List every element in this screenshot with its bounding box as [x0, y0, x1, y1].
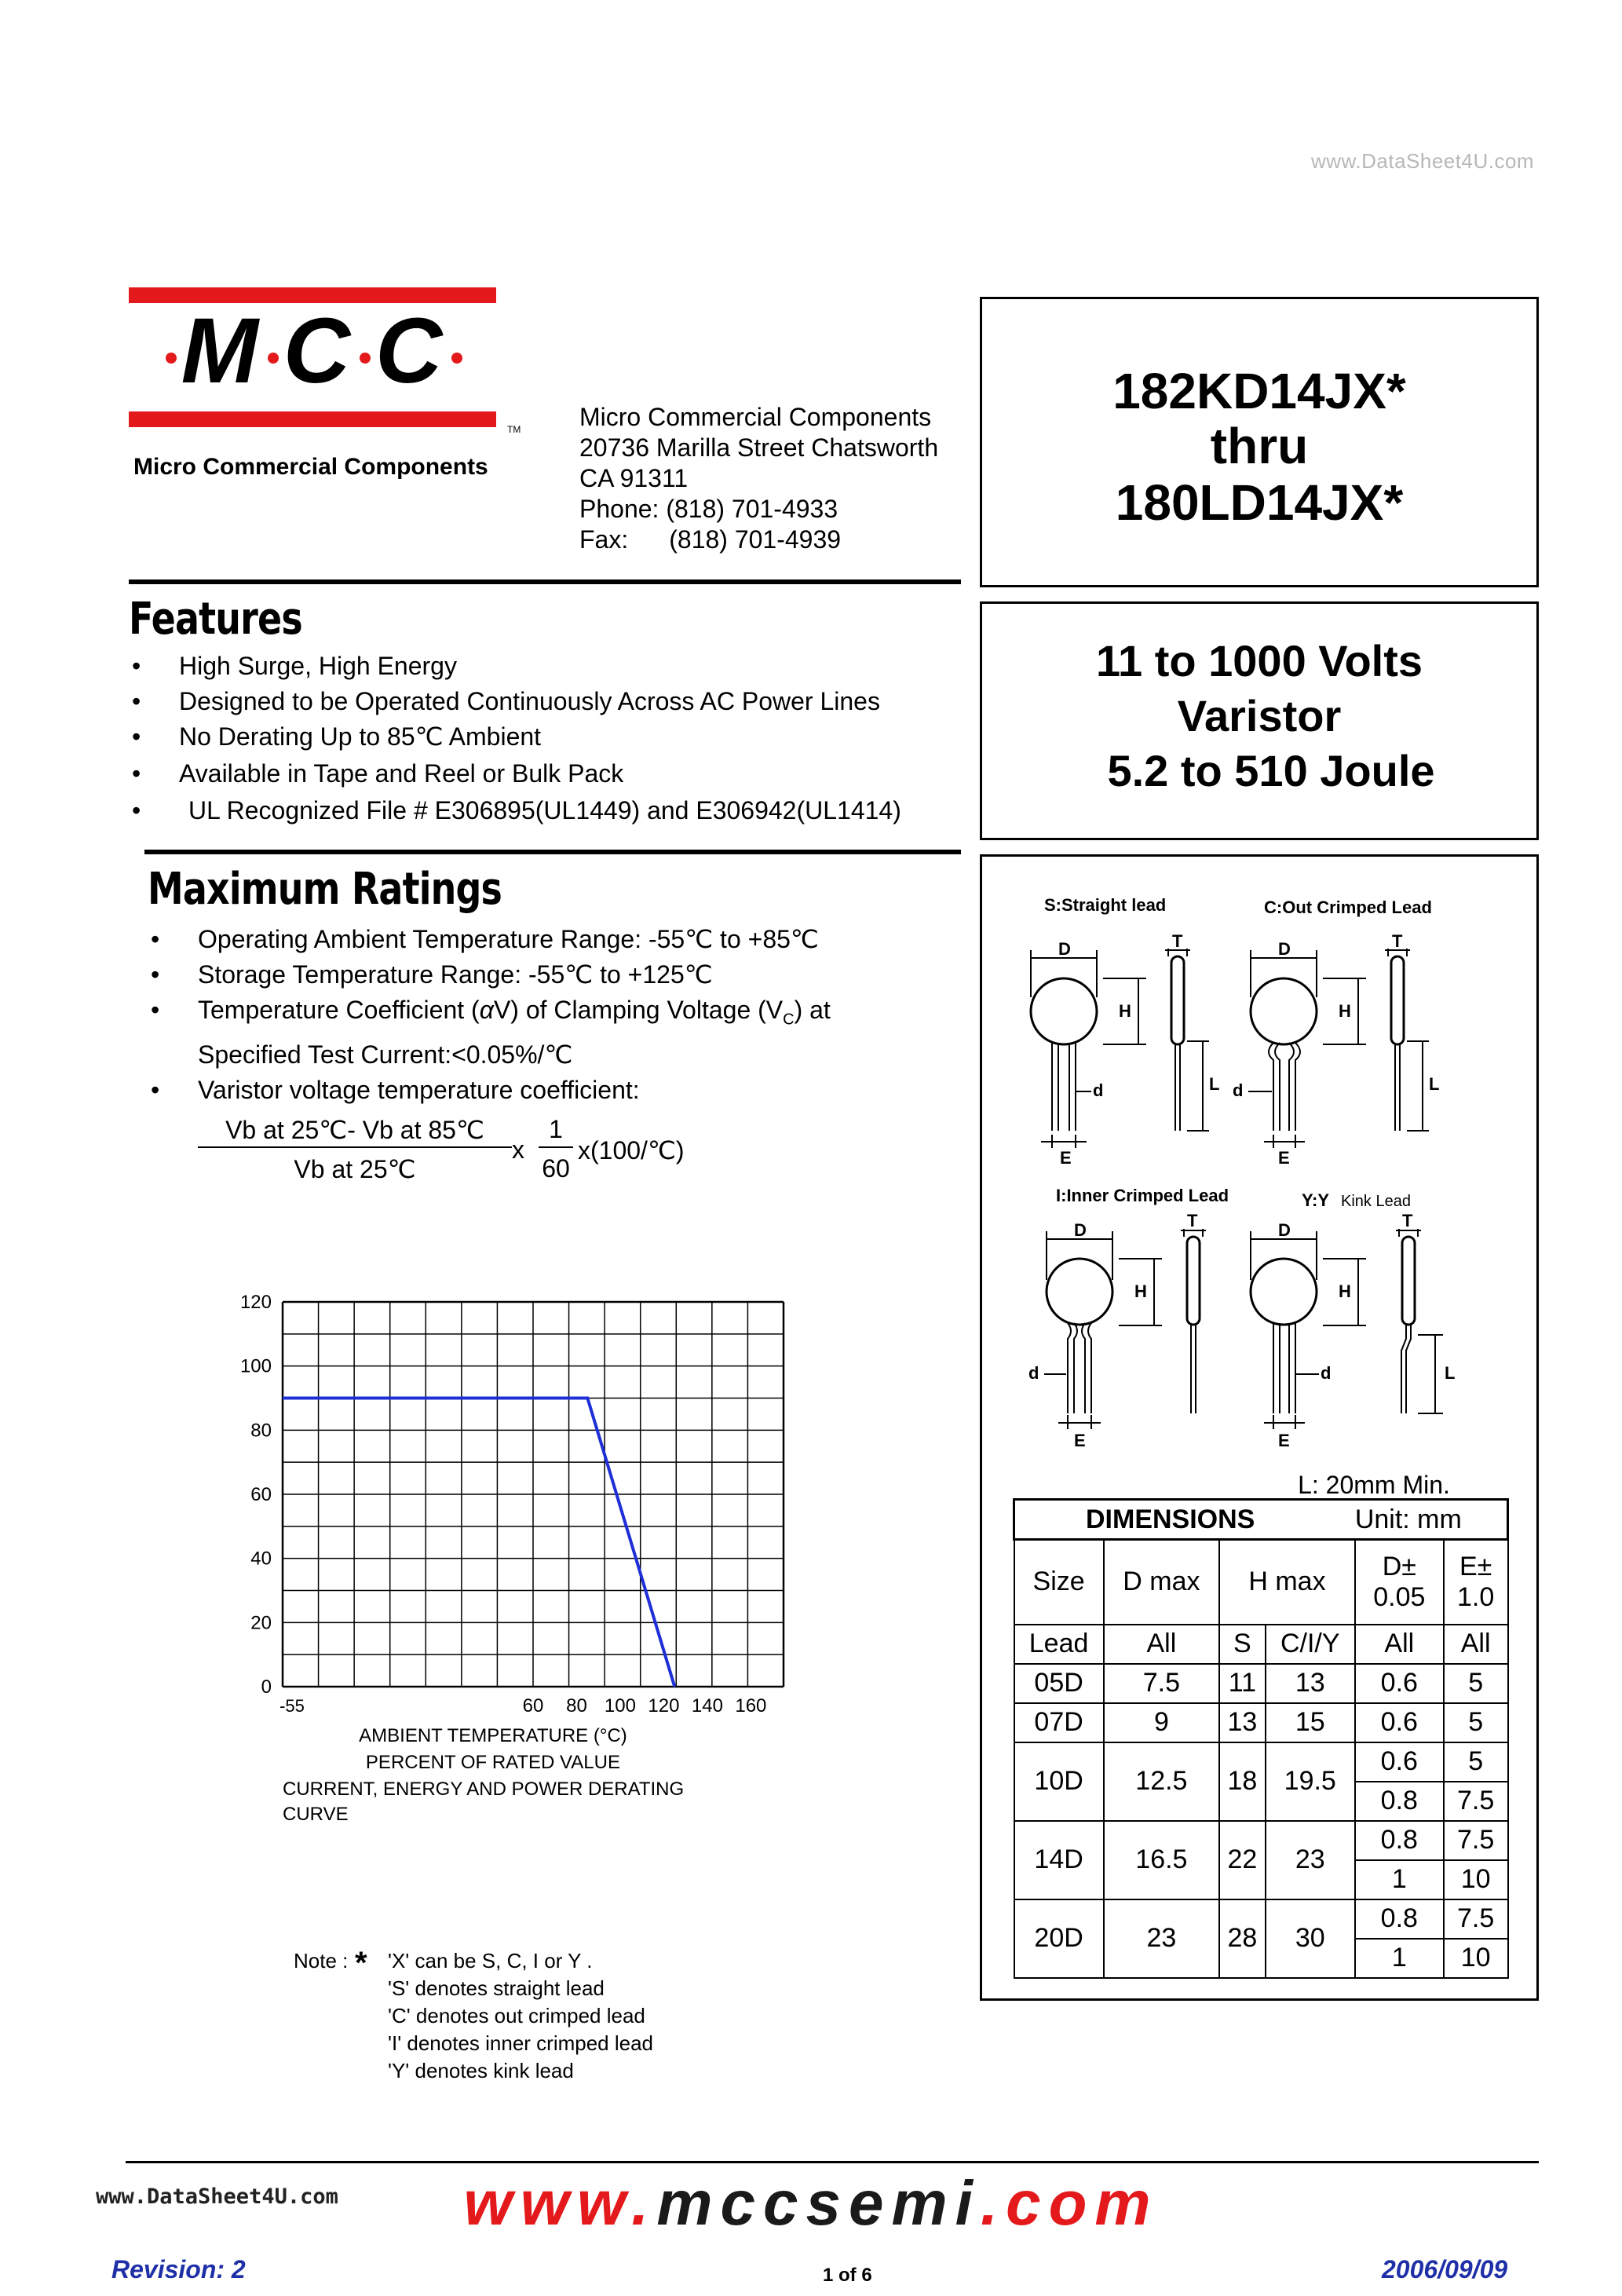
y-tick-label: 40 — [250, 1548, 272, 1570]
logo-letter: C — [283, 299, 356, 403]
cell-h-s: 22 — [1219, 1821, 1266, 1899]
dim-e-label: E — [1278, 1431, 1290, 1450]
dim-h-label: H — [1119, 1001, 1131, 1021]
table-unit: Unit: mm — [1354, 1504, 1462, 1534]
cell-d-tol: 0.8 — [1355, 1821, 1444, 1860]
dim-lead-d-label: d — [1093, 1080, 1104, 1100]
table-unit-cell — [1355, 1500, 1508, 1540]
cell-e-tol: 5 — [1444, 1664, 1508, 1703]
feature-item: • Available in Tape and Reel or Bulk Pack — [132, 756, 901, 792]
company-street: 20736 Marilla Street Chatsworth — [579, 433, 939, 462]
formula-one: 1 — [549, 1115, 563, 1143]
dim-lead-d-label: d — [1321, 1363, 1332, 1383]
note-line: 'I' denotes inner crimped lead — [388, 2031, 654, 2055]
trademark: TM — [507, 424, 521, 435]
ratings-heading: Maximum Ratings — [148, 864, 502, 915]
part-number-box — [980, 297, 1539, 587]
y-tick-label: 20 — [250, 1612, 272, 1634]
rating-item: • Operating Ambient Temperature Range: -55℃ to +85℃ — [151, 922, 831, 957]
cell-d-tol: 0.8 — [1355, 1899, 1444, 1939]
part-line-3: 180LD14JX* — [1115, 474, 1404, 531]
cell-h-ciy: 19.5 — [1266, 1742, 1355, 1821]
part-line-1: 182KD14JX* — [1112, 363, 1406, 419]
cell-h-s: 11 — [1219, 1664, 1266, 1703]
dim-t-label: T — [1402, 1211, 1413, 1230]
header-ciy: C/I/Y — [1266, 1625, 1355, 1664]
cell-d-max: 16.5 — [1104, 1821, 1219, 1899]
dim-t-label: T — [1172, 931, 1183, 951]
header-d-max: D max — [1104, 1540, 1219, 1625]
table-title: DIMENSIONS — [1086, 1504, 1255, 1534]
label-kink-lead: Kink Lead — [1341, 1193, 1411, 1210]
rating-item-continued: Specified Test Current:<0.05%/℃ — [198, 1040, 573, 1069]
cell-h-s: 28 — [1219, 1899, 1266, 1978]
cell-size: 20D — [1014, 1899, 1104, 1978]
cell-h-s: 18 — [1219, 1742, 1266, 1821]
x-tick-label: 100 — [604, 1695, 636, 1717]
formula-small-bar — [539, 1146, 573, 1148]
chart-caption-line: PERCENT OF RATED VALUE — [365, 1752, 620, 1773]
y-tick-label: 100 — [239, 1355, 272, 1377]
note-line: 'Y' denotes kink lead — [388, 2059, 574, 2082]
dim-t-label: T — [1392, 931, 1403, 951]
cell-size: 05D — [1014, 1664, 1104, 1703]
formula-numerator: Vb at 25℃- Vb at 85℃ — [225, 1116, 484, 1144]
dim-d-label: D — [1278, 1220, 1291, 1240]
chart-caption-line: CURVE — [283, 1804, 349, 1825]
logo-dot — [451, 353, 462, 364]
summary-box — [980, 601, 1539, 840]
company-fax: Fax: (818) 701-4939 — [579, 525, 842, 554]
dim-l-label: L — [1209, 1074, 1220, 1094]
dim-h-label: H — [1134, 1281, 1147, 1301]
table-row — [1014, 1742, 1508, 1782]
cell-e-tol: 10 — [1444, 1939, 1508, 1978]
y-tick-label: 60 — [250, 1484, 272, 1505]
formula-sixty: 60 — [542, 1154, 570, 1183]
website-url: www.mccsemi.com — [463, 2168, 1159, 2238]
cell-h-ciy: 23 — [1266, 1821, 1355, 1899]
cell-d-tol: 1 — [1355, 1860, 1444, 1899]
label-kink-y: Y:Y — [1302, 1190, 1330, 1210]
dim-t-label: T — [1187, 1211, 1198, 1230]
dim-h-label: H — [1339, 1281, 1351, 1301]
company-name: Micro Commercial Components — [579, 403, 932, 431]
header-e-tolerance: E± 1.0 — [1444, 1540, 1508, 1625]
cell-e-tol: 5 — [1444, 1742, 1508, 1782]
y-tick-label: 80 — [250, 1420, 272, 1442]
label-straight-lead: S:Straight lead — [1044, 895, 1167, 915]
ratings-list — [151, 922, 831, 1108]
logo-dot — [268, 353, 279, 364]
label-inner-crimped-lead: I:Inner Crimped Lead — [1056, 1186, 1229, 1205]
header-all: All — [1444, 1625, 1508, 1664]
table-row — [1014, 1664, 1508, 1703]
header-lead: Lead — [1014, 1625, 1104, 1664]
footer-rule — [126, 2161, 1539, 2163]
y-tick-label: 120 — [239, 1292, 272, 1313]
x-tick-label: 80 — [566, 1695, 587, 1717]
logo-dot — [166, 353, 177, 364]
cell-d-tol: 0.6 — [1355, 1664, 1444, 1703]
formula-tail: x(100/℃) — [578, 1136, 685, 1164]
watermark-top: www.DataSheet4U.com — [1311, 149, 1535, 173]
note-label: Note : — [294, 1949, 349, 1972]
dim-e-label: E — [1278, 1148, 1290, 1168]
dimensions-table — [1013, 1498, 1509, 1979]
cell-e-tol: 10 — [1444, 1860, 1508, 1899]
table-row — [1014, 1821, 1508, 1860]
cell-e-tol: 5 — [1444, 1703, 1508, 1742]
x-axis-label: AMBIENT TEMPERATURE (°C) — [359, 1725, 627, 1746]
logo-subtitle: Micro Commercial Components — [133, 454, 488, 480]
formula-fraction-bar — [198, 1146, 512, 1148]
note-lines — [388, 1947, 653, 2085]
rating-item: • Storage Temperature Range: -55℃ to +125℃ — [151, 957, 831, 993]
feature-item: • High Surge, High Energy — [132, 649, 901, 684]
mcc-logo — [133, 299, 495, 403]
y-tick-label: 0 — [261, 1676, 272, 1698]
note-star: * — [355, 1946, 367, 1980]
divider-ratings — [144, 850, 961, 854]
cell-d-max: 23 — [1104, 1899, 1219, 1978]
x-tick-label: 60 — [522, 1695, 544, 1717]
logo-dot — [360, 353, 371, 364]
rating-item: • Varistor voltage temperature coefficient: — [151, 1073, 831, 1108]
cell-d-tol: 0.8 — [1355, 1782, 1444, 1821]
divider-features — [129, 579, 961, 584]
rating-item: • Temperature Coefficient (αV) of Clamping Voltage $(V_C)$ at — [151, 993, 831, 1037]
part-line-2: thru — [1210, 418, 1309, 474]
note-line: 'C' denotes out crimped lead — [388, 2004, 645, 2027]
dim-lead-d-label: d — [1233, 1080, 1244, 1100]
cell-h-ciy: 15 — [1266, 1703, 1355, 1742]
min-lead-length: L: 20mm Min. — [1298, 1471, 1450, 1499]
note-line: 'X' can be S, C, I or Y . — [388, 1949, 593, 1972]
summary-line-3: 5.2 to 510 Joule — [1107, 746, 1435, 795]
cell-e-tol: 7.5 — [1444, 1899, 1508, 1939]
cell-d-max: 12.5 — [1104, 1742, 1219, 1821]
table-title-cell — [1014, 1500, 1355, 1540]
logo-bar-bottom — [129, 411, 496, 427]
dim-lead-d-label: d — [1028, 1363, 1039, 1383]
x-tick-label: 120 — [648, 1695, 680, 1717]
x-tick-label: -55 — [279, 1696, 305, 1716]
features-heading: Features — [129, 594, 302, 645]
revision: Revision: 2 — [111, 2255, 246, 2283]
outline-drawings — [981, 856, 1537, 1508]
page-number: 1 of 6 — [823, 2265, 872, 2286]
cell-size: 14D — [1014, 1821, 1104, 1899]
company-address — [579, 402, 938, 555]
label-out-crimped-lead: C:Out Crimped Lead — [1264, 898, 1432, 917]
header-d-tolerance: D± 0.05 — [1355, 1540, 1444, 1625]
watermark-bottom: www.DataSheet4U.com — [96, 2184, 338, 2209]
summary-line-1: 11 to 1000 Volts — [1095, 636, 1423, 686]
summary-line-2: Varistor — [1177, 691, 1342, 740]
dim-d-label: D — [1074, 1220, 1087, 1240]
cell-size: 10D — [1014, 1742, 1104, 1821]
company-city: CA 91311 — [579, 464, 689, 492]
formula-denominator: Vb at 25℃ — [294, 1155, 416, 1183]
table-row — [1014, 1899, 1508, 1939]
x-tick-label: 140 — [691, 1695, 723, 1717]
feature-item: • Designed to be Operated Continuously Across AC Power Lines — [132, 684, 901, 719]
formula-times: x — [512, 1135, 524, 1164]
feature-item: • UL Recognized File # E306895(UL1449) and E306942(UL1414) — [132, 793, 901, 828]
header-s: S — [1219, 1625, 1266, 1664]
derating-curve — [283, 1398, 674, 1687]
cell-e-tol: 7.5 — [1444, 1821, 1508, 1860]
header-all: All — [1104, 1625, 1219, 1664]
derating-chart — [228, 1288, 824, 1825]
x-tick-label: 160 — [735, 1695, 767, 1717]
chart-caption-line: CURRENT, ENERGY AND POWER DERATING — [283, 1779, 685, 1800]
cell-d-max: 9 — [1104, 1703, 1219, 1742]
dim-d-label: D — [1278, 939, 1291, 959]
logo-letter: M — [181, 299, 263, 403]
dim-e-label: E — [1060, 1148, 1072, 1168]
cell-e-tol: 7.5 — [1444, 1782, 1508, 1821]
dim-d-label: D — [1058, 939, 1071, 959]
features-list — [132, 649, 901, 828]
note-line: 'S' denotes straight lead — [388, 1976, 605, 2000]
dim-l-label: L — [1445, 1363, 1456, 1383]
cell-d-tol: 1 — [1355, 1939, 1444, 1978]
dim-l-label: L — [1429, 1074, 1440, 1094]
cell-d-max: 7.5 — [1104, 1664, 1219, 1703]
cell-h-s: 13 — [1219, 1703, 1266, 1742]
cell-d-tol: 0.6 — [1355, 1703, 1444, 1742]
feature-item: • No Derating Up to 85℃ Ambient — [132, 719, 901, 755]
company-phone: Phone: (818) 701-4933 — [579, 495, 838, 523]
cell-size: 07D — [1014, 1703, 1104, 1742]
cell-h-ciy: 30 — [1266, 1899, 1355, 1978]
dim-h-label: H — [1339, 1001, 1351, 1021]
cell-h-ciy: 13 — [1266, 1664, 1355, 1703]
logo-letter: C — [375, 299, 448, 403]
dim-e-label: E — [1074, 1431, 1086, 1450]
header-all: All — [1355, 1625, 1444, 1664]
header-h-max: H max — [1219, 1540, 1355, 1625]
header-size: Size — [1014, 1540, 1104, 1625]
table-row — [1014, 1703, 1508, 1742]
document-date: 2006/09/09 — [1382, 2255, 1508, 2283]
cell-d-tol: 0.6 — [1355, 1742, 1444, 1782]
